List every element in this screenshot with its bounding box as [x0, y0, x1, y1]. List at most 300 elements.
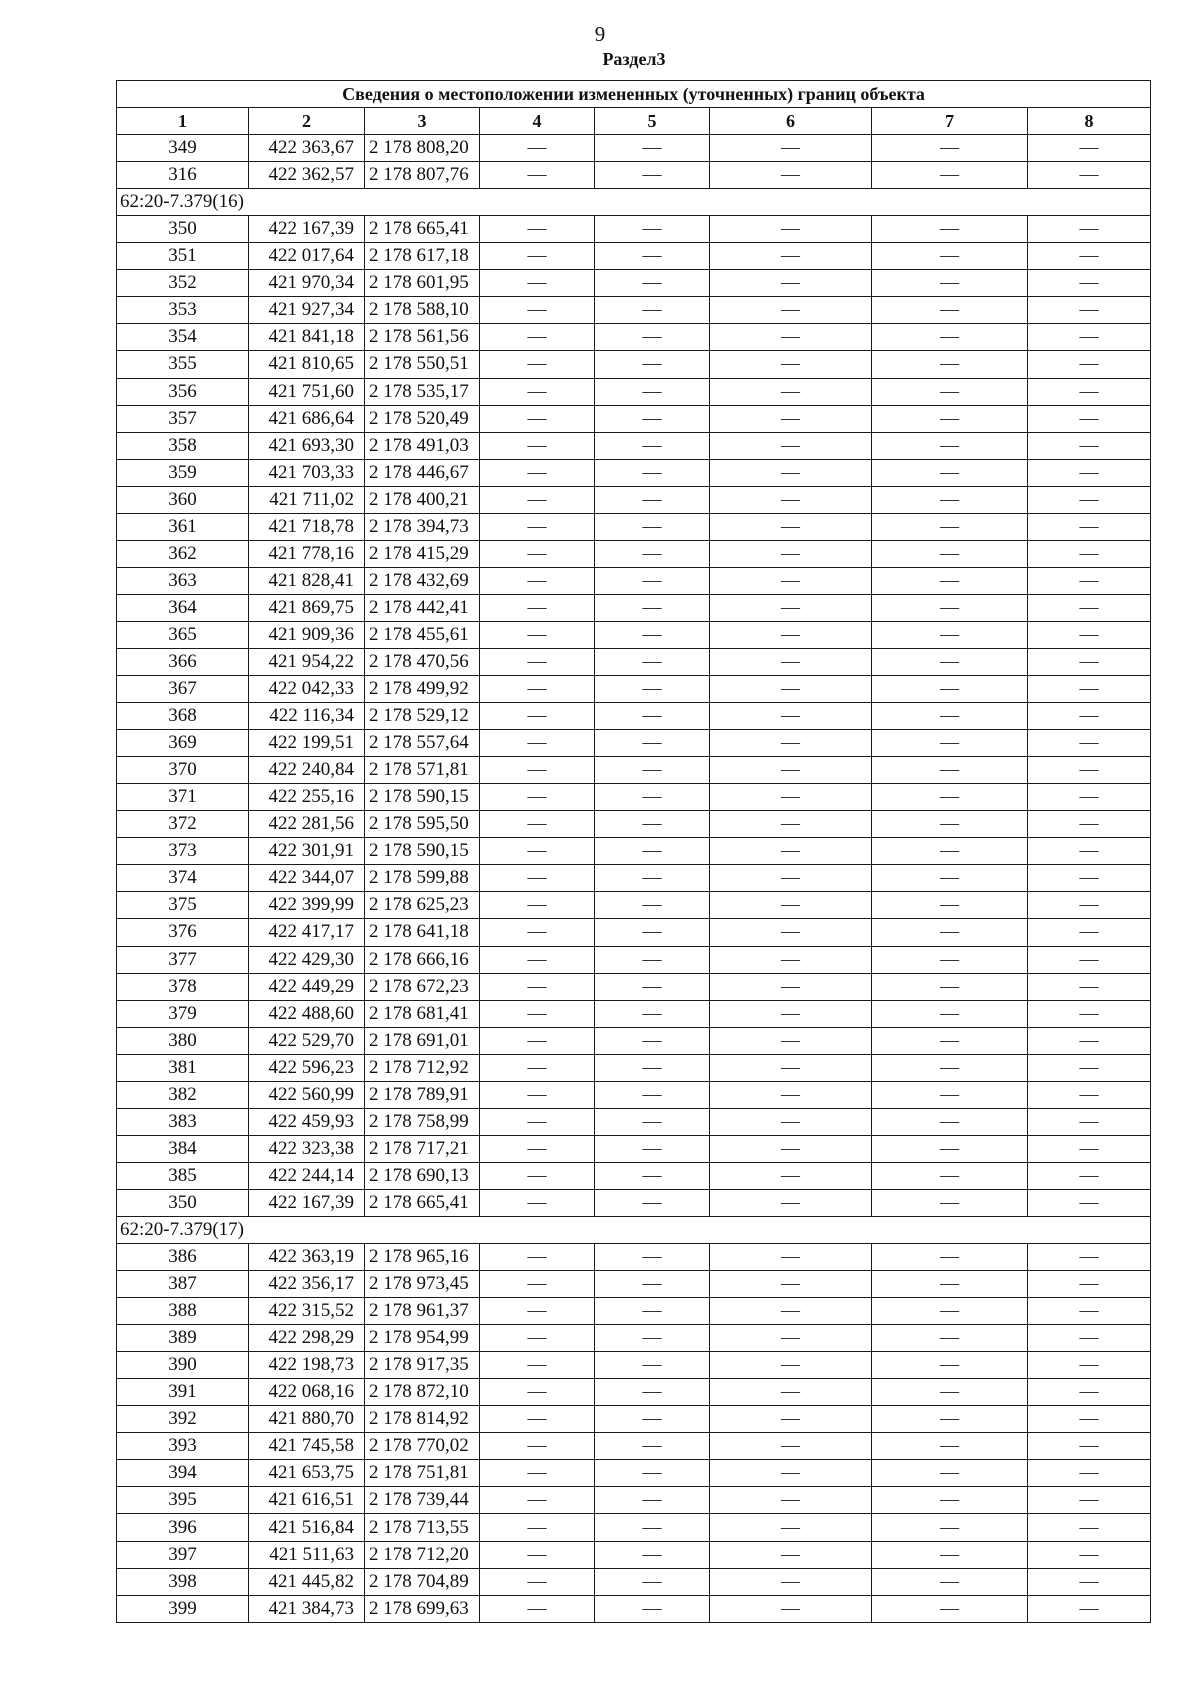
dash-cell: —	[710, 1162, 872, 1189]
dash-cell: —	[480, 946, 595, 973]
dash-cell: —	[480, 1406, 595, 1433]
point-number-cell: 375	[117, 892, 249, 919]
dash-cell: —	[710, 703, 872, 730]
table-row	[117, 946, 1151, 973]
dash-cell: —	[710, 1460, 872, 1487]
point-number-cell: 395	[117, 1487, 249, 1514]
table-row	[117, 1352, 1151, 1379]
dash-cell: —	[872, 784, 1028, 811]
dash-cell: —	[595, 1325, 710, 1352]
dash-cell: —	[595, 351, 710, 378]
y-coordinate-cell: 2 178 617,18	[365, 243, 480, 270]
point-number-cell: 363	[117, 567, 249, 594]
dash-cell: —	[872, 567, 1028, 594]
dash-cell: —	[1028, 216, 1151, 243]
dash-cell: —	[480, 1000, 595, 1027]
point-number-cell: 391	[117, 1379, 249, 1406]
dash-cell: —	[595, 1135, 710, 1162]
table-row	[117, 1406, 1151, 1433]
dash-cell: —	[710, 892, 872, 919]
x-coordinate-cell: 422 459,93	[249, 1108, 365, 1135]
dash-cell: —	[872, 1298, 1028, 1325]
y-coordinate-cell: 2 178 690,13	[365, 1162, 480, 1189]
dash-cell: —	[480, 216, 595, 243]
dash-cell: —	[595, 1298, 710, 1325]
dash-cell: —	[710, 243, 872, 270]
x-coordinate-cell: 421 751,60	[249, 378, 365, 405]
dash-cell: —	[1028, 621, 1151, 648]
y-coordinate-cell: 2 178 691,01	[365, 1027, 480, 1054]
dash-cell: —	[595, 162, 710, 189]
dash-cell: —	[1028, 838, 1151, 865]
x-coordinate-cell: 422 529,70	[249, 1027, 365, 1054]
dash-cell: —	[595, 432, 710, 459]
table-row	[117, 676, 1151, 703]
y-coordinate-cell: 2 178 400,21	[365, 486, 480, 513]
y-coordinate-cell: 2 178 807,76	[365, 162, 480, 189]
x-coordinate-cell: 421 703,33	[249, 459, 365, 486]
dash-cell: —	[872, 1000, 1028, 1027]
table-row	[117, 1325, 1151, 1352]
dash-cell: —	[1028, 1379, 1151, 1406]
y-coordinate-cell: 2 178 470,56	[365, 648, 480, 675]
dash-cell: —	[595, 1000, 710, 1027]
x-coordinate-cell: 421 445,82	[249, 1568, 365, 1595]
dash-cell: —	[872, 1379, 1028, 1406]
dash-cell: —	[710, 1595, 872, 1622]
dash-cell: —	[872, 486, 1028, 513]
dash-cell: —	[872, 324, 1028, 351]
dash-cell: —	[710, 324, 872, 351]
dash-cell: —	[710, 1433, 872, 1460]
dash-cell: —	[710, 1054, 872, 1081]
point-number-cell: 388	[117, 1298, 249, 1325]
dash-cell: —	[872, 1135, 1028, 1162]
table-row	[117, 784, 1151, 811]
dash-cell: —	[595, 486, 710, 513]
table-row	[117, 1189, 1151, 1216]
dash-cell: —	[1028, 1081, 1151, 1108]
point-number-cell: 371	[117, 784, 249, 811]
point-number-cell: 362	[117, 540, 249, 567]
dash-cell: —	[872, 216, 1028, 243]
dash-cell: —	[710, 865, 872, 892]
x-coordinate-cell: 421 653,75	[249, 1460, 365, 1487]
y-coordinate-cell: 2 178 712,20	[365, 1541, 480, 1568]
dash-cell: —	[595, 703, 710, 730]
dash-cell: —	[872, 594, 1028, 621]
dash-cell: —	[480, 135, 595, 162]
dash-cell: —	[595, 1162, 710, 1189]
table-row	[117, 1054, 1151, 1081]
dash-cell: —	[480, 703, 595, 730]
dash-cell: —	[710, 378, 872, 405]
point-number-cell: 356	[117, 378, 249, 405]
dash-cell: —	[480, 270, 595, 297]
table-row	[117, 324, 1151, 351]
dash-cell: —	[710, 513, 872, 540]
table-row	[117, 1135, 1151, 1162]
y-coordinate-cell: 2 178 699,63	[365, 1595, 480, 1622]
dash-cell: —	[480, 1189, 595, 1216]
point-number-cell: 353	[117, 297, 249, 324]
dash-cell: —	[595, 757, 710, 784]
y-coordinate-cell: 2 178 590,15	[365, 784, 480, 811]
dash-cell: —	[1028, 567, 1151, 594]
group-label: 62:20-7.379(16)	[117, 189, 1151, 216]
table-row	[117, 135, 1151, 162]
y-coordinate-cell: 2 178 588,10	[365, 297, 480, 324]
point-number-cell: 384	[117, 1135, 249, 1162]
table-row	[117, 1595, 1151, 1622]
dash-cell: —	[872, 1568, 1028, 1595]
x-coordinate-cell: 421 745,58	[249, 1433, 365, 1460]
point-number-cell: 378	[117, 973, 249, 1000]
dash-cell: —	[595, 1271, 710, 1298]
point-number-cell: 381	[117, 1054, 249, 1081]
dash-cell: —	[480, 865, 595, 892]
table-row	[117, 1027, 1151, 1054]
table-row	[117, 513, 1151, 540]
point-number-cell: 351	[117, 243, 249, 270]
dash-cell: —	[872, 1487, 1028, 1514]
dash-cell: —	[872, 135, 1028, 162]
point-number-cell: 350	[117, 1189, 249, 1216]
dash-cell: —	[710, 1108, 872, 1135]
point-number-cell: 368	[117, 703, 249, 730]
table-title-row	[117, 81, 1151, 108]
dash-cell: —	[595, 1379, 710, 1406]
dash-cell: —	[1028, 648, 1151, 675]
table-row	[117, 1108, 1151, 1135]
dash-cell: —	[872, 1325, 1028, 1352]
dash-cell: —	[710, 946, 872, 973]
dash-cell: —	[595, 540, 710, 567]
dash-cell: —	[595, 946, 710, 973]
dash-cell: —	[480, 1027, 595, 1054]
dash-cell: —	[595, 1487, 710, 1514]
y-coordinate-cell: 2 178 961,37	[365, 1298, 480, 1325]
x-coordinate-cell: 422 596,23	[249, 1054, 365, 1081]
table-row	[117, 405, 1151, 432]
dash-cell: —	[595, 135, 710, 162]
y-coordinate-cell: 2 178 770,02	[365, 1433, 480, 1460]
y-coordinate-cell: 2 178 520,49	[365, 405, 480, 432]
dash-cell: —	[710, 621, 872, 648]
x-coordinate-cell: 422 255,16	[249, 784, 365, 811]
dash-cell: —	[710, 838, 872, 865]
dash-cell: —	[480, 1487, 595, 1514]
y-coordinate-cell: 2 178 432,69	[365, 567, 480, 594]
dash-cell: —	[872, 378, 1028, 405]
dash-cell: —	[480, 567, 595, 594]
dash-cell: —	[480, 1433, 595, 1460]
dash-cell: —	[480, 1352, 595, 1379]
y-coordinate-cell: 2 178 535,17	[365, 378, 480, 405]
dash-cell: —	[710, 1189, 872, 1216]
dash-cell: —	[1028, 1189, 1151, 1216]
x-coordinate-cell: 421 686,64	[249, 405, 365, 432]
table-row	[117, 1487, 1151, 1514]
point-number-cell: 354	[117, 324, 249, 351]
dash-cell: —	[710, 757, 872, 784]
y-coordinate-cell: 2 178 965,16	[365, 1244, 480, 1271]
point-number-cell: 380	[117, 1027, 249, 1054]
dash-cell: —	[480, 676, 595, 703]
dash-cell: —	[480, 1244, 595, 1271]
dash-cell: —	[1028, 973, 1151, 1000]
dash-cell: —	[595, 676, 710, 703]
point-number-cell: 369	[117, 730, 249, 757]
dash-cell: —	[872, 1271, 1028, 1298]
coordinates-table	[116, 80, 1151, 1623]
dash-cell: —	[1028, 1135, 1151, 1162]
point-number-cell: 349	[117, 135, 249, 162]
x-coordinate-cell: 422 488,60	[249, 1000, 365, 1027]
x-coordinate-cell: 422 356,17	[249, 1271, 365, 1298]
dash-cell: —	[872, 1189, 1028, 1216]
dash-cell: —	[872, 162, 1028, 189]
dash-cell: —	[1028, 757, 1151, 784]
dash-cell: —	[1028, 1027, 1151, 1054]
dash-cell: —	[872, 648, 1028, 675]
dash-cell: —	[710, 1298, 872, 1325]
y-coordinate-cell: 2 178 529,12	[365, 703, 480, 730]
x-coordinate-cell: 422 167,39	[249, 216, 365, 243]
group-row	[117, 189, 1151, 216]
dash-cell: —	[480, 1514, 595, 1541]
y-coordinate-cell: 2 178 590,15	[365, 838, 480, 865]
dash-cell: —	[595, 838, 710, 865]
dash-cell: —	[1028, 324, 1151, 351]
dash-cell: —	[1028, 1244, 1151, 1271]
table-row	[117, 811, 1151, 838]
dash-cell: —	[595, 973, 710, 1000]
point-number-cell: 397	[117, 1541, 249, 1568]
x-coordinate-cell: 422 116,34	[249, 703, 365, 730]
y-coordinate-cell: 2 178 415,29	[365, 540, 480, 567]
x-coordinate-cell: 422 363,67	[249, 135, 365, 162]
dash-cell: —	[595, 1244, 710, 1271]
dash-cell: —	[872, 1433, 1028, 1460]
dash-cell: —	[595, 297, 710, 324]
x-coordinate-cell: 422 244,14	[249, 1162, 365, 1189]
column-header: 6	[710, 108, 872, 135]
dash-cell: —	[1028, 1514, 1151, 1541]
dash-cell: —	[595, 621, 710, 648]
point-number-cell: 383	[117, 1108, 249, 1135]
table-row	[117, 486, 1151, 513]
y-coordinate-cell: 2 178 442,41	[365, 594, 480, 621]
x-coordinate-cell: 421 909,36	[249, 621, 365, 648]
x-coordinate-cell: 422 362,57	[249, 162, 365, 189]
point-number-cell: 350	[117, 216, 249, 243]
dash-cell: —	[595, 1189, 710, 1216]
table-row	[117, 1162, 1151, 1189]
table-row	[117, 594, 1151, 621]
dash-cell: —	[480, 648, 595, 675]
table-row	[117, 351, 1151, 378]
dash-cell: —	[480, 757, 595, 784]
x-coordinate-cell: 422 298,29	[249, 1325, 365, 1352]
dash-cell: —	[595, 1514, 710, 1541]
dash-cell: —	[872, 297, 1028, 324]
dash-cell: —	[595, 648, 710, 675]
table-row	[117, 703, 1151, 730]
dash-cell: —	[480, 1298, 595, 1325]
dash-cell: —	[872, 1244, 1028, 1271]
y-coordinate-cell: 2 178 455,61	[365, 621, 480, 648]
dash-cell: —	[1028, 594, 1151, 621]
y-coordinate-cell: 2 178 973,45	[365, 1271, 480, 1298]
dash-cell: —	[710, 1244, 872, 1271]
dash-cell: —	[1028, 811, 1151, 838]
dash-cell: —	[872, 1406, 1028, 1433]
dash-cell: —	[872, 811, 1028, 838]
point-number-cell: 366	[117, 648, 249, 675]
x-coordinate-cell: 422 281,56	[249, 811, 365, 838]
y-coordinate-cell: 2 178 954,99	[365, 1325, 480, 1352]
dash-cell: —	[1028, 378, 1151, 405]
dash-cell: —	[710, 1325, 872, 1352]
dash-cell: —	[1028, 243, 1151, 270]
y-coordinate-cell: 2 178 872,10	[365, 1379, 480, 1406]
dash-cell: —	[1028, 1433, 1151, 1460]
dash-cell: —	[710, 1379, 872, 1406]
y-coordinate-cell: 2 178 681,41	[365, 1000, 480, 1027]
x-coordinate-cell: 422 429,30	[249, 946, 365, 973]
dash-cell: —	[595, 919, 710, 946]
table-row	[117, 757, 1151, 784]
table-row	[117, 973, 1151, 1000]
column-header: 3	[365, 108, 480, 135]
dash-cell: —	[480, 1568, 595, 1595]
dash-cell: —	[872, 1541, 1028, 1568]
table-row	[117, 1568, 1151, 1595]
section-title: Раздел3	[602, 49, 666, 69]
x-coordinate-cell: 422 323,38	[249, 1135, 365, 1162]
dash-cell: —	[710, 811, 872, 838]
dash-cell: —	[595, 405, 710, 432]
dash-cell: —	[872, 405, 1028, 432]
point-number-cell: 387	[117, 1271, 249, 1298]
dash-cell: —	[480, 811, 595, 838]
y-coordinate-cell: 2 178 713,55	[365, 1514, 480, 1541]
table-row	[117, 838, 1151, 865]
table-row	[117, 1433, 1151, 1460]
y-coordinate-cell: 2 178 446,67	[365, 459, 480, 486]
dash-cell: —	[872, 1460, 1028, 1487]
y-coordinate-cell: 2 178 712,92	[365, 1054, 480, 1081]
dash-cell: —	[710, 1081, 872, 1108]
point-number-cell: 365	[117, 621, 249, 648]
dash-cell: —	[1028, 513, 1151, 540]
dash-cell: —	[1028, 1352, 1151, 1379]
dash-cell: —	[872, 540, 1028, 567]
x-coordinate-cell: 421 511,63	[249, 1541, 365, 1568]
dash-cell: —	[710, 1352, 872, 1379]
dash-cell: —	[480, 162, 595, 189]
dash-cell: —	[480, 1379, 595, 1406]
dash-cell: —	[480, 1325, 595, 1352]
x-coordinate-cell: 422 560,99	[249, 1081, 365, 1108]
x-coordinate-cell: 421 869,75	[249, 594, 365, 621]
dash-cell: —	[480, 324, 595, 351]
dash-cell: —	[710, 1541, 872, 1568]
dash-cell: —	[1028, 486, 1151, 513]
dash-cell: —	[480, 540, 595, 567]
point-number-cell: 359	[117, 459, 249, 486]
point-number-cell: 316	[117, 162, 249, 189]
x-coordinate-cell: 421 693,30	[249, 432, 365, 459]
dash-cell: —	[710, 270, 872, 297]
y-coordinate-cell: 2 178 561,56	[365, 324, 480, 351]
x-coordinate-cell: 422 449,29	[249, 973, 365, 1000]
x-coordinate-cell: 421 778,16	[249, 540, 365, 567]
dash-cell: —	[1028, 703, 1151, 730]
x-coordinate-cell: 421 810,65	[249, 351, 365, 378]
dash-cell: —	[1028, 135, 1151, 162]
dash-cell: —	[710, 1000, 872, 1027]
point-number-cell: 393	[117, 1433, 249, 1460]
dash-cell: —	[595, 1027, 710, 1054]
x-coordinate-cell: 422 301,91	[249, 838, 365, 865]
x-coordinate-cell: 421 970,34	[249, 270, 365, 297]
x-coordinate-cell: 421 880,70	[249, 1406, 365, 1433]
dash-cell: —	[595, 216, 710, 243]
point-number-cell: 385	[117, 1162, 249, 1189]
point-number-cell: 394	[117, 1460, 249, 1487]
table-row	[117, 892, 1151, 919]
dash-cell: —	[1028, 540, 1151, 567]
column-header: 2	[249, 108, 365, 135]
dash-cell: —	[1028, 1000, 1151, 1027]
dash-cell: —	[480, 351, 595, 378]
dash-cell: —	[595, 1595, 710, 1622]
dash-cell: —	[1028, 351, 1151, 378]
table-row	[117, 243, 1151, 270]
dash-cell: —	[710, 297, 872, 324]
dash-cell: —	[595, 1433, 710, 1460]
table-row	[117, 730, 1151, 757]
dash-cell: —	[595, 459, 710, 486]
column-header: 5	[595, 108, 710, 135]
x-coordinate-cell: 422 363,19	[249, 1244, 365, 1271]
x-coordinate-cell: 421 616,51	[249, 1487, 365, 1514]
dash-cell: —	[1028, 1487, 1151, 1514]
x-coordinate-cell: 422 198,73	[249, 1352, 365, 1379]
x-coordinate-cell: 421 516,84	[249, 1514, 365, 1541]
dash-cell: —	[710, 1514, 872, 1541]
dash-cell: —	[480, 459, 595, 486]
table-row	[117, 919, 1151, 946]
dash-cell: —	[710, 594, 872, 621]
y-coordinate-cell: 2 178 739,44	[365, 1487, 480, 1514]
point-number-cell: 392	[117, 1406, 249, 1433]
y-coordinate-cell: 2 178 758,99	[365, 1108, 480, 1135]
dash-cell: —	[872, 1027, 1028, 1054]
dash-cell: —	[710, 162, 872, 189]
point-number-cell: 367	[117, 676, 249, 703]
y-coordinate-cell: 2 178 499,92	[365, 676, 480, 703]
y-coordinate-cell: 2 178 601,95	[365, 270, 480, 297]
dash-cell: —	[1028, 459, 1151, 486]
dash-cell: —	[710, 1406, 872, 1433]
table-row	[117, 162, 1151, 189]
point-number-cell: 379	[117, 1000, 249, 1027]
dash-cell: —	[480, 784, 595, 811]
dash-cell: —	[595, 892, 710, 919]
